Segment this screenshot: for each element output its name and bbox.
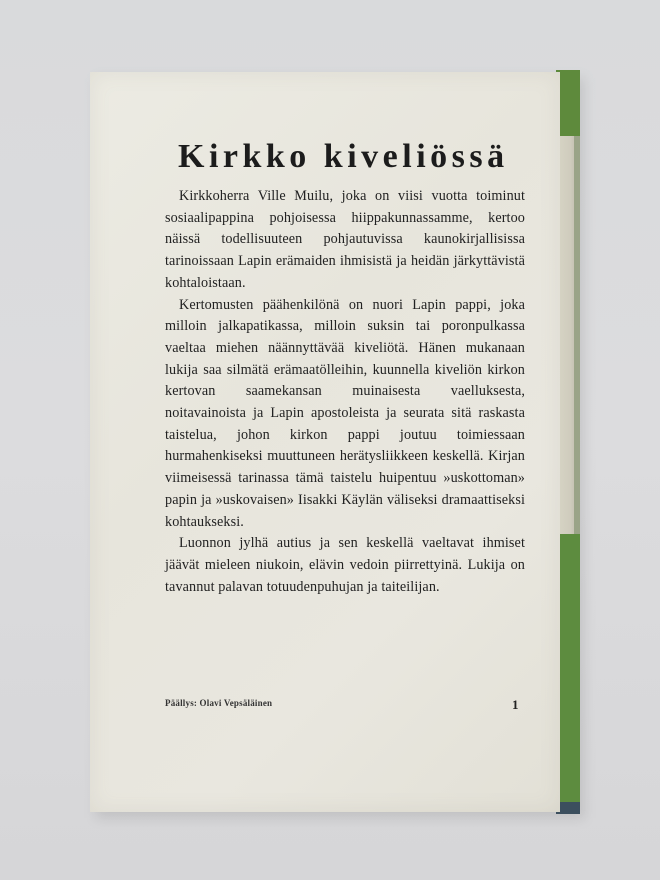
book-title: Kirkko kiveliössä: [178, 138, 509, 175]
blurb-text: [165, 186, 525, 598]
blurb-paragraph-3: Luonnon jylhä autius ja sen keskellä vaeltavat ihmiset jäävät mieleen niukoin, elävin vedoin piirrettyinä. Lukija on tavannut palavan totuudenpuhujan ja taiteilijan.: [165, 535, 525, 595]
blurb-paragraph-1: Kirkkoherra Ville Muilu, joka on viisi vuotta toiminut sosiaalipappina pohjoisessa hiippakunnassamme, kertoo näissä todellisuuteen pohjautuvissa kaunokirjallisissa tarinoissaan Lapin erämaiden ihmisistä ja heidän järkyttävistä kohtaloistaan.: [165, 188, 525, 291]
page-number: 1: [512, 697, 519, 712]
spine-edge-stripe: [574, 136, 580, 600]
blurb-paragraph-2: Kertomusten päähenkilönä on nuori Lapin pappi, joka milloin jalkapatikassa, milloin suksin tai poronpulkassa vaeltaa miehen näännyttävää kiveliötä. Hänen mukanaan lukija saa silmätä erämaatölleihin, kuunnella kiveliön kirkon kertovan saamekansan muinaisesta vaelluksesta, noitavainoista ja Lapin apostoleista ja seurata sitä raskasta taistelua, johon kirkon pappi joutuu toimiessaan hurmahenkiseksi muuttuneen herätysliikkeen keskellä. Kirjan viimeisessä tarinassa tämä taistelu huipentuu »uskottoman» papin ja »uskovaisen» Iisakki Käylän väliseksi dramaattiseksi kohtaukseksi.: [165, 296, 525, 530]
cover-credit: Päällys: Olavi Vepsäläinen: [165, 698, 273, 708]
